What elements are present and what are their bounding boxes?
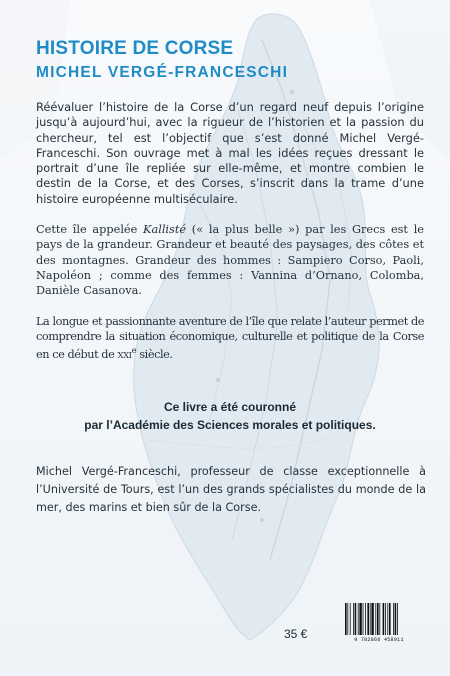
barcode-bar <box>385 603 386 635</box>
barcode-bar <box>397 603 398 635</box>
blurb-paragraph-3 <box>36 314 424 365</box>
book-title: HISTOIRE DE CORSE <box>36 38 234 59</box>
barcode-bar <box>363 603 364 635</box>
barcode-bar <box>347 603 348 635</box>
award-line-2: par l’Académie des Sciences morales et politiques. <box>84 418 376 432</box>
barcode-bar <box>365 603 366 635</box>
price-label: 35 € <box>284 627 308 641</box>
paragraph-2-text: Cette île appelée <box>36 223 144 237</box>
barcode-bar <box>370 603 371 635</box>
author-name: MICHEL VERGÉ-FRANCESCHI <box>36 64 289 81</box>
barcode-bar <box>395 603 397 635</box>
century-numeral: XXI <box>117 350 132 361</box>
barcode-digits: 9 782866 458911 <box>354 637 404 643</box>
isbn-barcode <box>343 603 415 645</box>
kalliste-word: Kallisté <box>143 223 187 237</box>
award-line-1: Ce livre a été couronné <box>163 400 297 414</box>
title-block <box>36 38 426 82</box>
paragraph-3-text-end: siècle. <box>136 347 173 361</box>
century-suffix: e <box>131 346 137 357</box>
barcode-bar <box>375 603 376 635</box>
barcode-bar <box>353 603 354 635</box>
barcode-bar <box>393 603 394 635</box>
blurb-paragraph-2 <box>36 222 424 298</box>
award-statement <box>36 398 424 434</box>
barcode-bar <box>355 603 357 635</box>
paragraph-2-text-end: (« la plus belle ») par les Grecs est le pays de la grandeur. Grandeur et beauté des paysages, des côtes et des montagnes. Grandeur des hommes : Sampiero Corso, Paoli, Napoléon ; comme des femmes : Vannina d’Ornano, Colomba, Danièle Casanova. <box>36 223 424 298</box>
barcode-bar <box>377 603 379 635</box>
blurb <box>36 100 424 379</box>
barcode-bar <box>350 603 351 635</box>
barcode-bar <box>389 603 391 635</box>
barcode-bar <box>387 603 388 635</box>
barcode-bar <box>379 603 380 635</box>
barcode-bar <box>358 603 359 635</box>
barcode-bar <box>345 603 347 635</box>
barcode-bar <box>383 603 385 635</box>
blurb-paragraph-1: Réévaluer l’histoire de la Corse d’un regard neuf depuis l’origine jusqu’à aujourd’hui, avec la rigueur de l’historien et la passion du chercheur, tel est l’objectif que s’est donné Michel Vergé-Franceschi. Son ouvrage met à mal les idées reçues dressant le portrait d’une île repliée sur elle-même, et montre combien le destin de la Corse, et des Corses, s’inscrit dans la trame d’une histoire européenne multiséculaire. <box>36 100 424 206</box>
paragraph-3-text: La longue et passionnante aventure de l’île que relate l’auteur permet de comprendre la situation économique, culturelle et politique de la Corse en ce début de <box>36 314 424 361</box>
barcode-bar <box>367 603 369 635</box>
barcode-bar <box>371 603 373 635</box>
barcode-bar <box>359 603 361 635</box>
barcode-bars <box>343 603 415 637</box>
author-bio: Michel Vergé-Franceschi, professeur de classe exceptionnelle à l’Université de Tours, est l’un des grands spécialistes du monde de la mer, des marins et bien sûr de la Corse. <box>36 465 426 514</box>
